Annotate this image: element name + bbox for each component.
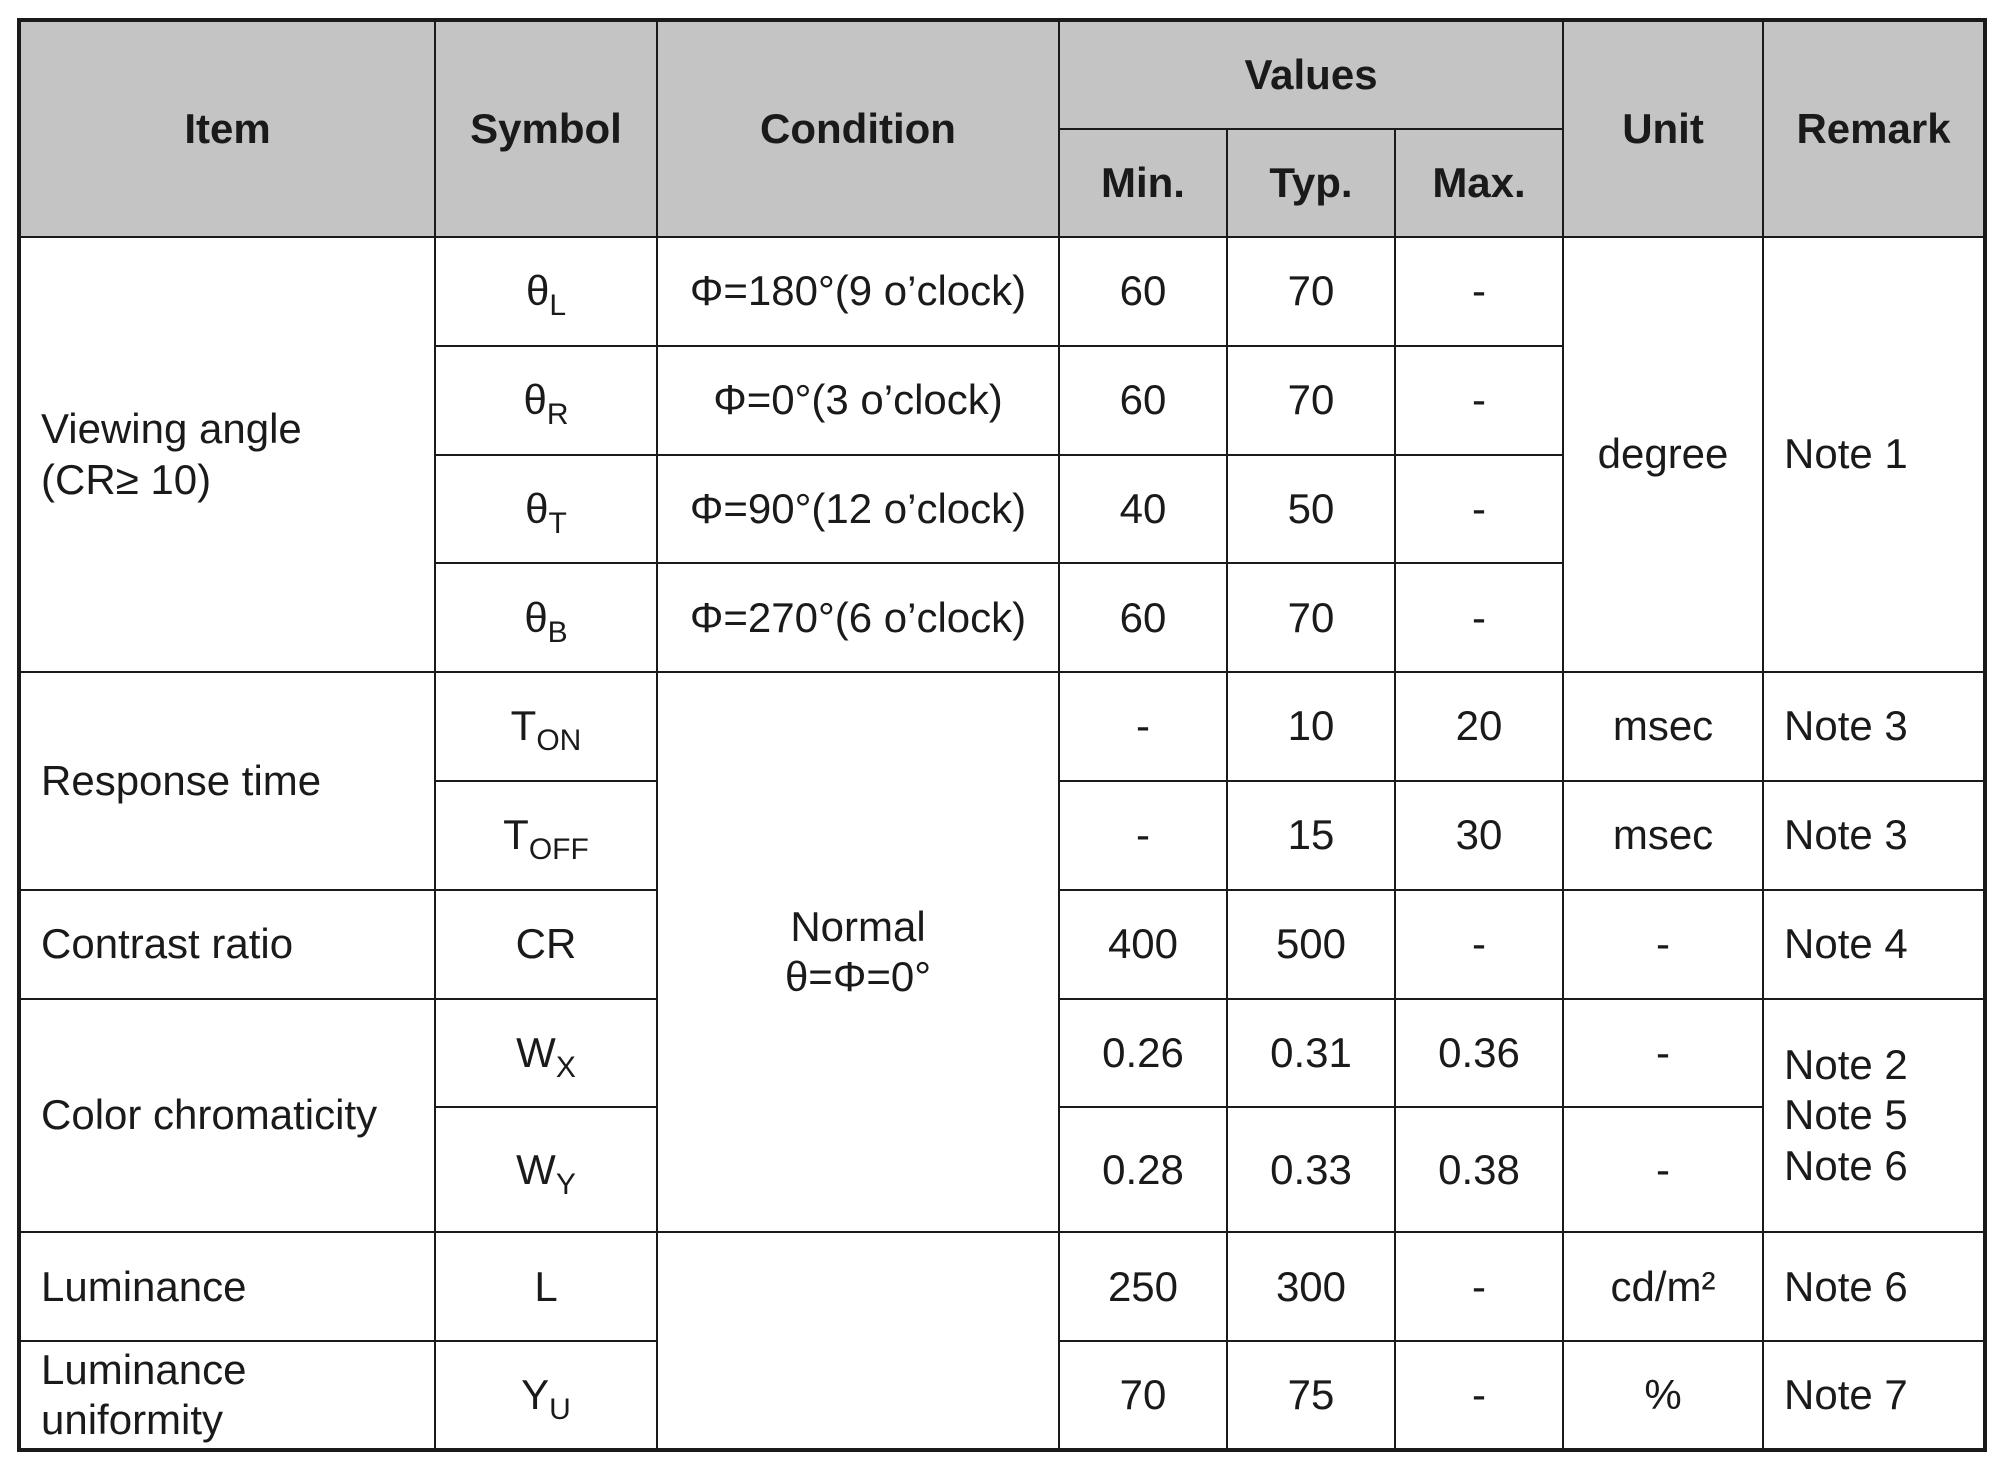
symbol-subscript: Y bbox=[555, 1167, 576, 1201]
symbol-subscript: X bbox=[555, 1050, 576, 1084]
header-row bbox=[19, 20, 1985, 129]
typ-cell: 500 bbox=[1227, 890, 1395, 999]
unit-cell: % bbox=[1563, 1341, 1763, 1450]
remark-cell bbox=[1763, 999, 1985, 1233]
item-contrast-ratio: Contrast ratio bbox=[19, 890, 435, 999]
min-cell: - bbox=[1059, 672, 1227, 781]
unit-cell: msec bbox=[1563, 672, 1763, 781]
condition-cell: Φ=90°(12 o’clock) bbox=[657, 455, 1059, 564]
unit-cell: - bbox=[1563, 1107, 1763, 1232]
max-cell: 0.36 bbox=[1395, 999, 1563, 1108]
typ-cell: 0.31 bbox=[1227, 999, 1395, 1108]
symbol-cell bbox=[435, 781, 657, 890]
condition-line: Normal bbox=[790, 902, 926, 950]
header-max: Max. bbox=[1395, 129, 1563, 237]
item-luminance: Luminance bbox=[19, 1232, 435, 1341]
item-line: (CR≥ 10) bbox=[41, 455, 212, 503]
header-typ: Typ. bbox=[1227, 129, 1395, 237]
condition-cell: Φ=180°(9 o’clock) bbox=[657, 237, 1059, 346]
item-line: uniformity bbox=[41, 1396, 224, 1444]
symbol-text: θ bbox=[524, 593, 548, 641]
symbol-cell bbox=[435, 672, 657, 781]
remark-cell: Note 1 bbox=[1763, 237, 1985, 672]
max-cell: - bbox=[1395, 1341, 1563, 1450]
item-response-time: Response time bbox=[19, 672, 435, 890]
table-row bbox=[19, 672, 1985, 781]
typ-cell: 75 bbox=[1227, 1341, 1395, 1450]
typ-cell: 70 bbox=[1227, 237, 1395, 346]
item-viewing-angle bbox=[19, 237, 435, 672]
symbol-subscript: B bbox=[547, 615, 568, 649]
table-row bbox=[19, 237, 1985, 346]
table-row bbox=[19, 1232, 1985, 1341]
header-remark: Remark bbox=[1763, 20, 1985, 237]
unit-cell: - bbox=[1563, 890, 1763, 999]
remark-cell: Note 3 bbox=[1763, 781, 1985, 890]
symbol-cell bbox=[435, 346, 657, 455]
symbol-cell bbox=[435, 1107, 657, 1232]
item-color-chromaticity: Color chromaticity bbox=[19, 999, 435, 1233]
min-cell: - bbox=[1059, 781, 1227, 890]
min-cell: 60 bbox=[1059, 563, 1227, 672]
symbol-subscript: OFF bbox=[528, 833, 589, 867]
unit-cell: msec bbox=[1563, 781, 1763, 890]
symbol-cell bbox=[435, 999, 657, 1108]
min-cell: 70 bbox=[1059, 1341, 1227, 1450]
min-cell: 400 bbox=[1059, 890, 1227, 999]
symbol-cell bbox=[435, 237, 657, 346]
min-cell: 40 bbox=[1059, 455, 1227, 564]
typ-cell: 70 bbox=[1227, 563, 1395, 672]
symbol-subscript: L bbox=[549, 289, 567, 323]
min-cell: 250 bbox=[1059, 1232, 1227, 1341]
symbol-subscript: ON bbox=[536, 724, 582, 758]
max-cell: 0.38 bbox=[1395, 1107, 1563, 1232]
max-cell: - bbox=[1395, 1232, 1563, 1341]
symbol-subscript: R bbox=[546, 398, 569, 431]
min-cell: 0.28 bbox=[1059, 1107, 1227, 1232]
max-cell: 30 bbox=[1395, 781, 1563, 890]
min-cell: 60 bbox=[1059, 237, 1227, 346]
condition-cell: Φ=0°(3 o’clock) bbox=[657, 346, 1059, 455]
symbol-text: θ bbox=[523, 376, 547, 423]
header-symbol: Symbol bbox=[435, 20, 657, 237]
symbol-subscript: U bbox=[549, 1392, 571, 1426]
remark-line: Note 5 bbox=[1784, 1091, 1908, 1139]
max-cell: - bbox=[1395, 563, 1563, 672]
max-cell: 20 bbox=[1395, 672, 1563, 781]
remark-cell: Note 3 bbox=[1763, 672, 1985, 781]
symbol-text: T bbox=[503, 811, 529, 859]
unit-cell: - bbox=[1563, 999, 1763, 1108]
min-cell: 0.26 bbox=[1059, 999, 1227, 1108]
typ-cell: 70 bbox=[1227, 346, 1395, 455]
remark-line: Note 6 bbox=[1784, 1141, 1908, 1189]
symbol-cell: CR bbox=[435, 890, 657, 999]
symbol-cell: L bbox=[435, 1232, 657, 1341]
item-line: Luminance bbox=[41, 1345, 247, 1393]
header-values: Values bbox=[1059, 20, 1563, 129]
symbol-cell bbox=[435, 1341, 657, 1450]
header-item: Item bbox=[19, 20, 435, 237]
symbol-subscript: T bbox=[548, 506, 567, 540]
unit-cell: cd/m² bbox=[1563, 1232, 1763, 1341]
min-cell: 60 bbox=[1059, 346, 1227, 455]
symbol-text: T bbox=[510, 702, 537, 750]
item-luminance-uniformity bbox=[19, 1341, 435, 1450]
typ-cell: 10 bbox=[1227, 672, 1395, 781]
item-line: Viewing angle bbox=[41, 405, 302, 453]
max-cell: - bbox=[1395, 890, 1563, 999]
max-cell: - bbox=[1395, 346, 1563, 455]
symbol-text: θ bbox=[525, 267, 550, 315]
typ-cell: 15 bbox=[1227, 781, 1395, 890]
condition-empty bbox=[657, 1232, 1059, 1450]
symbol-text: θ bbox=[525, 484, 549, 532]
symbol-text: W bbox=[516, 1145, 556, 1193]
remark-cell: Note 7 bbox=[1763, 1341, 1985, 1450]
symbol-cell bbox=[435, 563, 657, 672]
condition-normal bbox=[657, 672, 1059, 1232]
condition-cell: Φ=270°(6 o’clock) bbox=[657, 563, 1059, 672]
symbol-cell bbox=[435, 455, 657, 564]
header-min: Min. bbox=[1059, 129, 1227, 237]
max-cell: - bbox=[1395, 237, 1563, 346]
optical-spec-table bbox=[17, 18, 1987, 1452]
typ-cell: 50 bbox=[1227, 455, 1395, 564]
remark-line: Note 2 bbox=[1784, 1040, 1908, 1088]
typ-cell: 0.33 bbox=[1227, 1107, 1395, 1232]
symbol-text: Y bbox=[521, 1370, 550, 1418]
unit-cell: degree bbox=[1563, 237, 1763, 672]
remark-cell: Note 6 bbox=[1763, 1232, 1985, 1341]
header-unit: Unit bbox=[1563, 20, 1763, 237]
header-condition: Condition bbox=[657, 20, 1059, 237]
typ-cell: 300 bbox=[1227, 1232, 1395, 1341]
symbol-text: W bbox=[516, 1028, 556, 1076]
max-cell: - bbox=[1395, 455, 1563, 564]
condition-line: θ=Φ=0° bbox=[784, 953, 932, 1001]
remark-cell: Note 4 bbox=[1763, 890, 1985, 999]
